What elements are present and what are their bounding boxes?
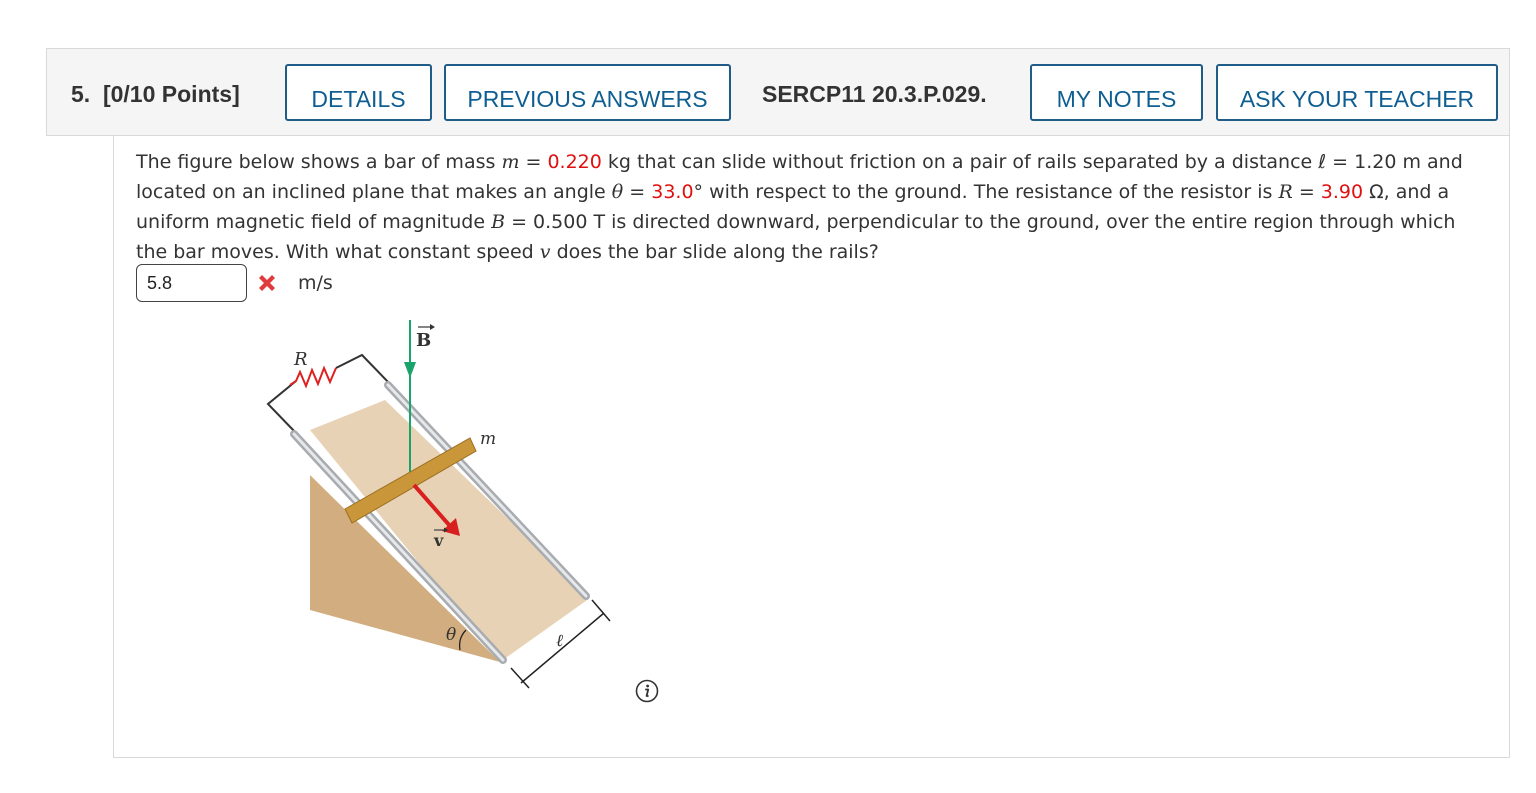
problem-text: [136, 147, 1486, 267]
angle-value: 33.0: [651, 181, 694, 203]
label-theta: θ: [446, 625, 457, 645]
problem-text-segment: =: [1292, 181, 1321, 203]
resistance-symbol: R: [1278, 181, 1293, 203]
problem-text-segment: The figure below shows a bar of mass: [136, 151, 502, 173]
wire-left: [268, 381, 296, 433]
question-points: [0/10 Points]: [102, 81, 240, 107]
label-m: m: [480, 429, 497, 449]
label-b: B: [416, 330, 432, 351]
wire-right: [336, 355, 390, 384]
angle-symbol: θ: [611, 181, 624, 203]
problem-text-segment: = 0.500 T is directed downward, perpendicular to the ground, over the entire region through which the bar moves. With what constant speed: [136, 211, 1456, 263]
problem-text-segment: =: [519, 151, 548, 173]
mass-value: 0.220: [547, 151, 602, 173]
mass-symbol: m: [501, 151, 520, 173]
details-button[interactable]: DETAILS: [285, 64, 432, 121]
speed-symbol: v: [539, 241, 551, 263]
problem-text-segment: kg that can slide without friction on a pair of rails separated by a distance ℓ = 1.20 m and located on an inclined plane that makes an angle: [136, 151, 1463, 203]
dimension-tick: [592, 600, 610, 621]
ask-your-teacher-button[interactable]: ASK YOUR TEACHER: [1216, 64, 1498, 121]
problem-text-segment: Ω, and a uniform magnetic field of magnitude: [136, 181, 1450, 233]
question-title: [71, 81, 240, 108]
b-vector-arrowhead: [430, 324, 435, 330]
answer-unit: m/s: [298, 272, 333, 294]
answer-row: [136, 264, 333, 302]
problem-text-segment: ° with respect to the ground. The resistance of the resistor is: [693, 181, 1279, 203]
field-arrowhead: [404, 362, 416, 378]
x-icon: [256, 272, 278, 294]
resistance-value: 3.90: [1320, 181, 1364, 203]
label-r: R: [294, 349, 308, 370]
question-header: [46, 48, 1510, 136]
label-v: v: [434, 531, 444, 550]
answer-input[interactable]: [136, 264, 247, 302]
label-l: ℓ: [556, 631, 564, 651]
problem-text-segment: does the bar slide along the rails?: [550, 241, 879, 263]
field-symbol: B: [491, 211, 506, 233]
problem-text-segment: =: [623, 181, 652, 203]
info-icon[interactable]: [635, 679, 659, 703]
previous-answers-button[interactable]: PREVIOUS ANSWERS: [444, 64, 731, 121]
question-number: 5.: [71, 81, 91, 107]
problem-code: SERCP11 20.3.P.029.: [762, 81, 987, 107]
resistor-zigzag: [290, 368, 336, 386]
inclined-rails-figure: [255, 315, 625, 690]
my-notes-button[interactable]: MY NOTES: [1030, 64, 1203, 121]
